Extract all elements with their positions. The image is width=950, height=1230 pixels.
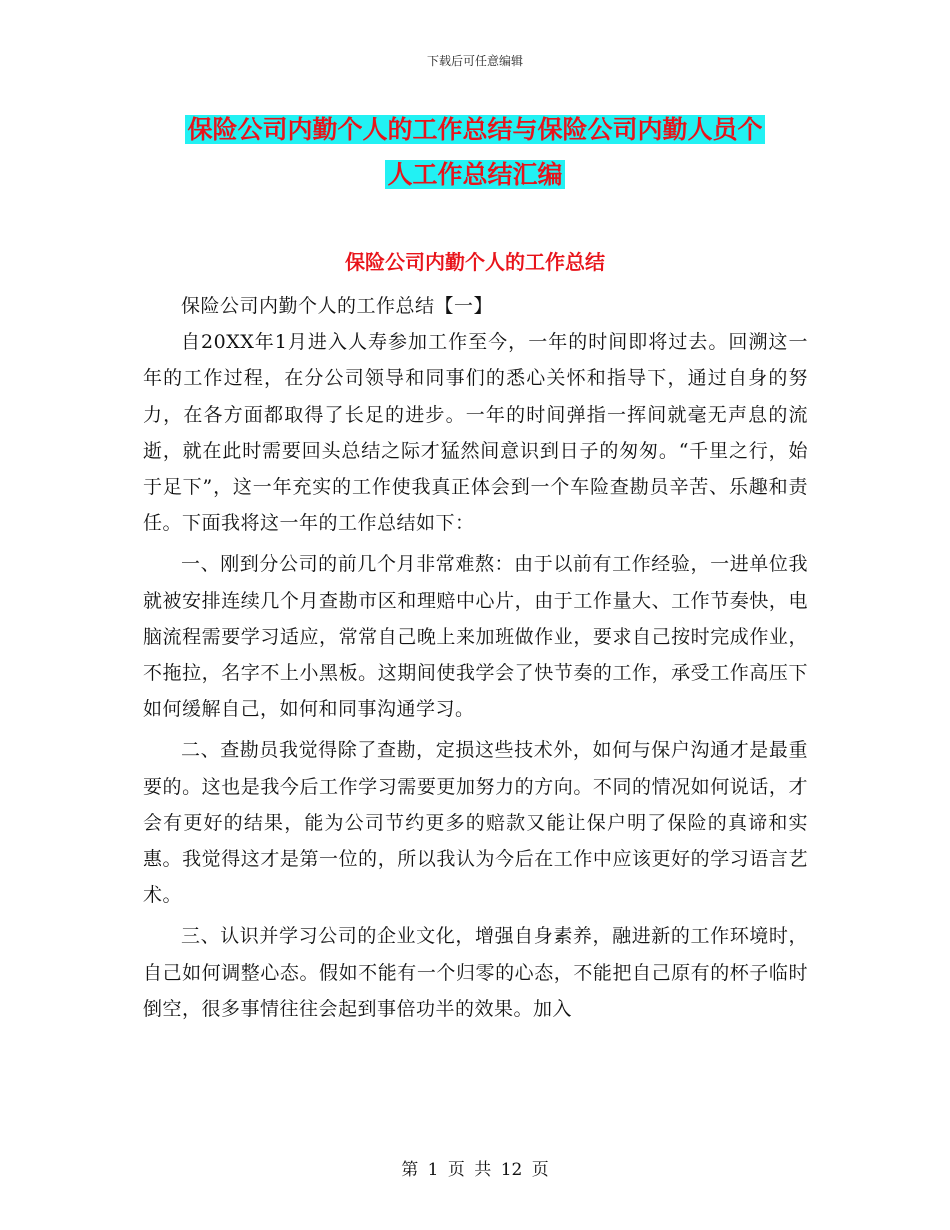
document-title-line-2: 人工作总结汇编 [387, 160, 563, 189]
subheading-paragraph: 保险公司内勤个人的工作总结【一】 [181, 295, 494, 317]
document-body [143, 288, 808, 1027]
body-paragraph: 三、认识并学习公司的企业文化，增强自身素养，融进新的工作环境时，自己如何调整心态。假如不能有一个归零的心态，不能把自己原有的杯子临时倒空，很多事情往往会起到事倍功半的效果。加入 [143, 925, 808, 1020]
section-title: 保险公司内勤个人的工作总结 [345, 250, 605, 274]
body-paragraph: 自20XX年1月进入人寿参加工作至今，一年的时间即将过去。回溯这一年的工作过程，在分公司领导和同事们的悉心关怀和指导下，通过自身的努力，在各方面都取得了长足的进步。一年的时间弹指一挥间就毫无声息的流逝，就在此时需要回头总结之际才猛然间意识到日子的匆匆。“千里之行，始于足下”，这一年充实的工作使我真正体会到一个车险查勘员辛苦、乐趣和责任。下面我将这一年的工作总结如下： [143, 331, 808, 535]
body-paragraph: 二、查勘员我觉得除了查勘，定损这些技术外，如何与保户沟通才是最重要的。这也是我今后工作学习需要更加努力的方向。不同的情况如何说话，才会有更好的结果，能为公司节约更多的赔款又能让保户明了保险的真谛和实惠。我觉得这才是第一位的，所以我认为今后在工作中应该更好的学习语言艺术。 [143, 739, 808, 907]
page-footer: 第 1 页 共 12 页 [401, 1160, 549, 1180]
header-note: 下载后可任意编辑 [426, 54, 523, 68]
document-title-line-1: 保险公司内勤个人的工作总结与保险公司内勤人员个 [187, 115, 763, 144]
body-paragraph: 一、刚到分公司的前几个月非常难熬：由于以前有工作经验，一进单位我就被安排连续几个月查勘市区和理赔中心片，由于工作量大、工作节奏快，电脑流程需要学习适应，常常自己晚上来加班做作业，要求自己按时完成作业，不拖拉，名字不上小黑板。这期间使我学会了快节奏的工作，承受工作高压下如何缓解自己，如何和同事沟通学习。 [143, 553, 808, 721]
